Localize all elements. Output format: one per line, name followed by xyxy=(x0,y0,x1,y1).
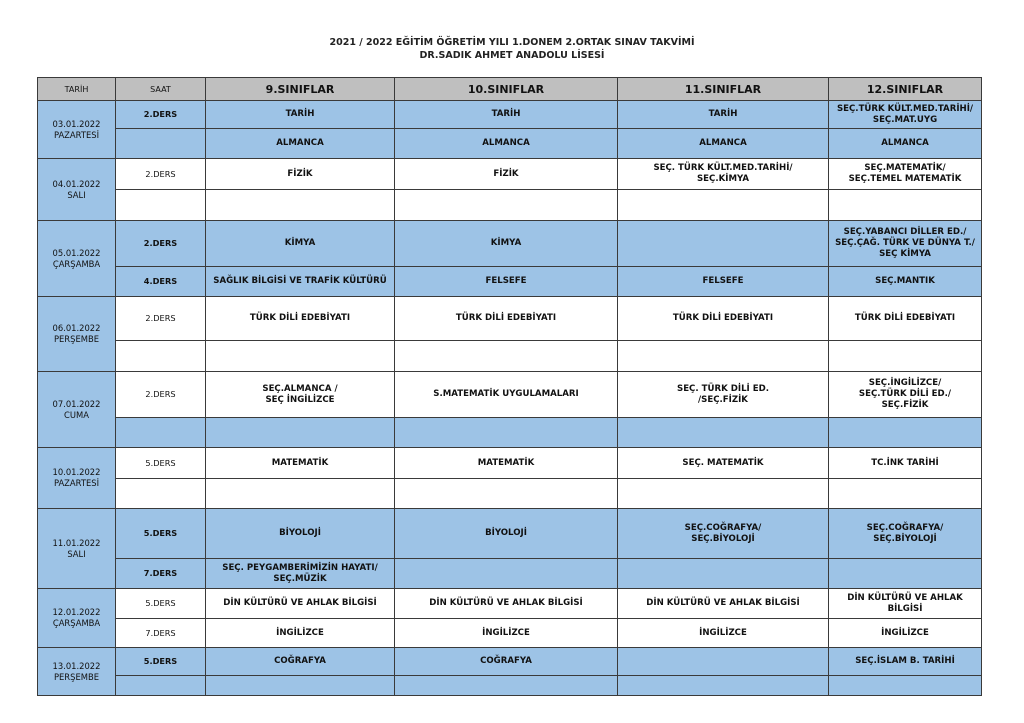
grade-12-cell: SEÇ.İSLAM B. TARİHİ xyxy=(829,648,982,676)
grade-12-cell xyxy=(829,190,982,221)
grade-11-cell xyxy=(618,221,829,267)
grade-10-cell xyxy=(395,479,618,509)
grade-12-cell: SEÇ.COĞRAFYA/ SEÇ.BİYOLOJİ xyxy=(829,509,982,559)
table-row xyxy=(38,418,982,448)
grade-10-cell: ALMANCA xyxy=(395,129,618,159)
header-grade-11: 11.SINIFLAR xyxy=(618,78,829,101)
grade-9-cell: TARİH xyxy=(206,101,395,129)
time-cell xyxy=(116,190,206,221)
table-row xyxy=(38,101,982,129)
grade-11-cell xyxy=(618,559,829,589)
date-cell: 13.01.2022 PERŞEMBE xyxy=(38,648,116,696)
grade-11-cell: SEÇ. TÜRK KÜLT.MED.TARİHİ/ SEÇ.KİMYA xyxy=(618,159,829,190)
grade-12-cell: İNGİLİZCE xyxy=(829,619,982,648)
grade-11-cell xyxy=(618,418,829,448)
grade-12-cell: SEÇ.MANTIK xyxy=(829,267,982,297)
grade-9-cell: BİYOLOJİ xyxy=(206,509,395,559)
table-row xyxy=(38,190,982,221)
grade-12-cell: SEÇ.YABANCI DİLLER ED./ SEÇ.ÇAĞ. TÜRK VE DÜNYA T./ SEÇ KİMYA xyxy=(829,221,982,267)
table-row xyxy=(38,509,982,559)
date-cell: 03.01.2022 PAZARTESİ xyxy=(38,101,116,159)
grade-11-cell: SEÇ.COĞRAFYA/ SEÇ.BİYOLOJİ xyxy=(618,509,829,559)
time-cell: 7.DERS xyxy=(116,619,206,648)
grade-9-cell: MATEMATİK xyxy=(206,448,395,479)
grade-9-cell: İNGİLİZCE xyxy=(206,619,395,648)
grade-12-cell xyxy=(829,479,982,509)
exam-schedule-table xyxy=(37,77,982,696)
grade-10-cell: FİZİK xyxy=(395,159,618,190)
table-row xyxy=(38,297,982,341)
table-row xyxy=(38,341,982,372)
grade-10-cell: FELSEFE xyxy=(395,267,618,297)
grade-11-cell: SEÇ. TÜRK DİLİ ED. /SEÇ.FİZİK xyxy=(618,372,829,418)
schedule-body xyxy=(38,101,982,696)
grade-9-cell: DİN KÜLTÜRÜ VE AHLAK BİLGİSİ xyxy=(206,589,395,619)
grade-9-cell: KİMYA xyxy=(206,221,395,267)
grade-9-cell xyxy=(206,190,395,221)
document-title: 2021 / 2022 EĞİTİM ÖĞRETİM YILI 1.DONEM 2.ORTAK SINAV TAKVİMİ xyxy=(329,37,695,48)
grade-10-cell: TÜRK DİLİ EDEBİYATI xyxy=(395,297,618,341)
grade-10-cell: S.MATEMATİK UYGULAMALARI xyxy=(395,372,618,418)
table-row xyxy=(38,267,982,297)
table-row xyxy=(38,372,982,418)
grade-10-cell: MATEMATİK xyxy=(395,448,618,479)
header-grade-12: 12.SINIFLAR xyxy=(829,78,982,101)
grade-12-cell: SEÇ.TÜRK KÜLT.MED.TARİHİ/ SEÇ.MAT.UYG xyxy=(829,101,982,129)
time-cell: 2.DERS xyxy=(116,159,206,190)
grade-11-cell xyxy=(618,341,829,372)
grade-10-cell: DİN KÜLTÜRÜ VE AHLAK BİLGİSİ xyxy=(395,589,618,619)
header-row xyxy=(38,78,982,101)
grade-11-cell: ALMANCA xyxy=(618,129,829,159)
grade-11-cell xyxy=(618,190,829,221)
table-row xyxy=(38,559,982,589)
table-row xyxy=(38,589,982,619)
time-cell: 4.DERS xyxy=(116,267,206,297)
grade-11-cell: FELSEFE xyxy=(618,267,829,297)
time-cell: 2.DERS xyxy=(116,372,206,418)
grade-12-cell xyxy=(829,418,982,448)
grade-10-cell xyxy=(395,418,618,448)
grade-11-cell xyxy=(618,648,829,676)
grade-9-cell: TÜRK DİLİ EDEBİYATI xyxy=(206,297,395,341)
table-row xyxy=(38,159,982,190)
time-cell: 2.DERS xyxy=(116,101,206,129)
date-cell: 07.01.2022 CUMA xyxy=(38,372,116,448)
time-cell: 2.DERS xyxy=(116,221,206,267)
grade-11-cell: TARİH xyxy=(618,101,829,129)
grade-10-cell xyxy=(395,341,618,372)
grade-10-cell: COĞRAFYA xyxy=(395,648,618,676)
grade-9-cell xyxy=(206,676,395,696)
table-row xyxy=(38,619,982,648)
grade-9-cell: ALMANCA xyxy=(206,129,395,159)
grade-9-cell: SEÇ. PEYGAMBERİMİZİN HAYATI/ SEÇ.MÜZİK xyxy=(206,559,395,589)
grade-10-cell: TARİH xyxy=(395,101,618,129)
grade-9-cell: FİZİK xyxy=(206,159,395,190)
grade-10-cell: İNGİLİZCE xyxy=(395,619,618,648)
grade-11-cell: SEÇ. MATEMATİK xyxy=(618,448,829,479)
grade-9-cell: SEÇ.ALMANCA / SEÇ İNGİLİZCE xyxy=(206,372,395,418)
time-cell: 5.DERS xyxy=(116,448,206,479)
grade-11-cell: TÜRK DİLİ EDEBİYATI xyxy=(618,297,829,341)
grade-9-cell xyxy=(206,418,395,448)
time-cell: 5.DERS xyxy=(116,589,206,619)
time-cell xyxy=(116,676,206,696)
header-grade-10: 10.SINIFLAR xyxy=(395,78,618,101)
grade-10-cell: KİMYA xyxy=(395,221,618,267)
grade-12-cell: DİN KÜLTÜRÜ VE AHLAK BİLGİSİ xyxy=(829,589,982,619)
time-cell: 5.DERS xyxy=(116,648,206,676)
grade-9-cell xyxy=(206,479,395,509)
date-cell: 12.01.2022 ÇARŞAMBA xyxy=(38,589,116,648)
table-row xyxy=(38,448,982,479)
grade-11-cell: İNGİLİZCE xyxy=(618,619,829,648)
school-name: DR.SADIK AHMET ANADOLU LİSESİ xyxy=(419,50,605,61)
date-cell: 10.01.2022 PAZARTESİ xyxy=(38,448,116,509)
grade-9-cell: SAĞLIK BİLGİSİ VE TRAFİK KÜLTÜRÜ xyxy=(206,267,395,297)
table-row xyxy=(38,221,982,267)
grade-9-cell xyxy=(206,341,395,372)
grade-11-cell xyxy=(618,676,829,696)
grade-10-cell: BİYOLOJİ xyxy=(395,509,618,559)
time-cell xyxy=(116,341,206,372)
table-row xyxy=(38,676,982,696)
grade-12-cell: TC.İNK TARİHİ xyxy=(829,448,982,479)
grade-10-cell xyxy=(395,676,618,696)
time-cell xyxy=(116,129,206,159)
grade-12-cell: TÜRK DİLİ EDEBİYATI xyxy=(829,297,982,341)
time-cell xyxy=(116,479,206,509)
header-date: TARİH xyxy=(38,78,116,101)
time-cell: 5.DERS xyxy=(116,509,206,559)
header-grade-9: 9.SINIFLAR xyxy=(206,78,395,101)
date-cell: 05.01.2022 ÇARŞAMBA xyxy=(38,221,116,297)
grade-11-cell xyxy=(618,479,829,509)
date-cell: 11.01.2022 SALI xyxy=(38,509,116,589)
date-cell: 06.01.2022 PERŞEMBE xyxy=(38,297,116,372)
grade-10-cell xyxy=(395,559,618,589)
table-row xyxy=(38,479,982,509)
time-cell: 7.DERS xyxy=(116,559,206,589)
grade-12-cell xyxy=(829,676,982,696)
grade-10-cell xyxy=(395,190,618,221)
grade-12-cell xyxy=(829,559,982,589)
grade-12-cell: ALMANCA xyxy=(829,129,982,159)
grade-12-cell: SEÇ.MATEMATİK/ SEÇ.TEMEL MATEMATİK xyxy=(829,159,982,190)
date-cell: 04.01.2022 SALI xyxy=(38,159,116,221)
header-time: SAAT xyxy=(116,78,206,101)
time-cell: 2.DERS xyxy=(116,297,206,341)
grade-11-cell: DİN KÜLTÜRÜ VE AHLAK BİLGİSİ xyxy=(618,589,829,619)
time-cell xyxy=(116,418,206,448)
grade-12-cell xyxy=(829,341,982,372)
table-row xyxy=(38,129,982,159)
table-row xyxy=(38,648,982,676)
grade-9-cell: COĞRAFYA xyxy=(206,648,395,676)
grade-12-cell: SEÇ.İNGİLİZCE/ SEÇ.TÜRK DİLİ ED./ SEÇ.FİZİK xyxy=(829,372,982,418)
